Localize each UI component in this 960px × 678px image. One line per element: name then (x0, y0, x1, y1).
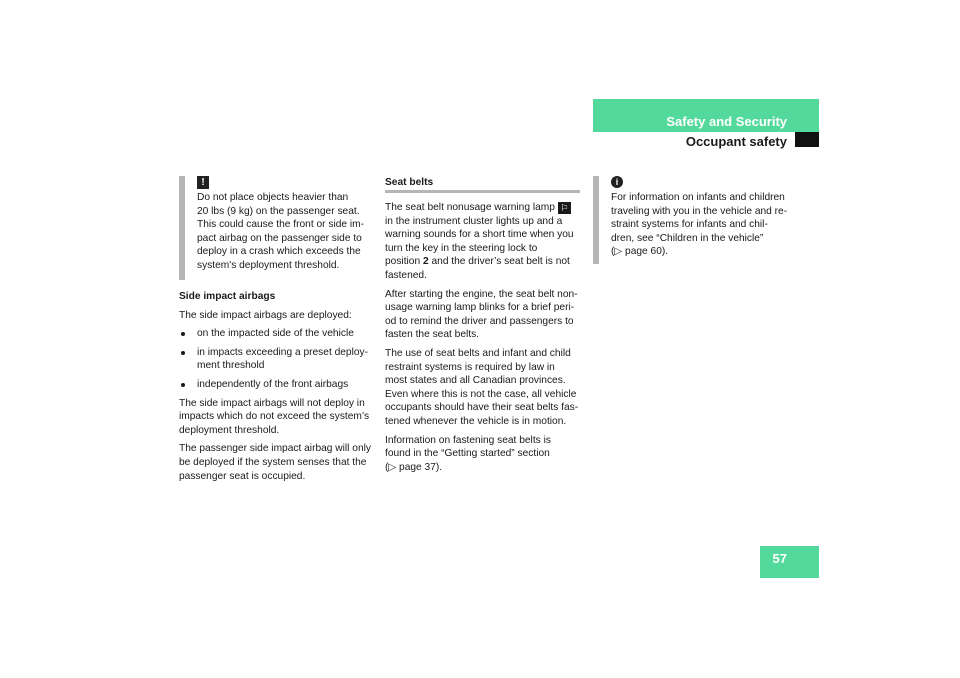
seat-belts-para-2: After starting the engine, the seat belt non- usage warning lamp blinks for a brief peri- od to remind the driver and passengers to fasten the seat belts. (385, 288, 578, 341)
side-airbags-para-2: The passenger side impact airbag will only be deployed if the system senses that the passenger seat is occupied. (179, 443, 371, 482)
section-title: Safety and Security (666, 114, 787, 129)
seat-belts-para-1: The seat belt nonusage warning lamp ⚐ in the instrument cluster lights up and a warning sounds for a short time when you turn the key in the steering lock to position 2 and the driver’s seat belt is not fastened. (385, 202, 574, 281)
list-item: independently of the front airbags (179, 378, 379, 392)
info-text: For information on infants and children traveling with you in the vehicle and re- straint systems for infants and chil- dren, see “Children in the vehicle” (▷ page 60). (611, 192, 788, 258)
list-item: in impacts exceeding a preset deploy- ment threshold (179, 346, 379, 373)
info-icon: i (611, 176, 623, 188)
page-number: 57 (772, 551, 787, 566)
side-airbags-heading: Side impact airbags (179, 291, 276, 302)
seat-belts-para-4: Information on fastening seat belts is found in the “Getting started” section (▷ page 37). (385, 434, 551, 473)
side-airbags-para-1: The side impact airbags will not deploy in impacts which do not exceed the system’s deployment threshold. (179, 397, 370, 436)
seat-belts-para-3: The use of seat belts and infant and child restraint systems is required by law in most states and all Canadian provinces. Even where this is not the case, all vehicle occupants should have their seat belts fas- tened whenever the vehicle is in motion. (385, 347, 579, 427)
middle-column (385, 176, 580, 479)
warning-icon: ! (197, 176, 209, 189)
left-column (179, 176, 379, 280)
side-airbags-intro: The side impact airbags are deployed: (179, 309, 352, 321)
warning-text: Do not place objects heavier than 20 lbs (9 kg) on the passenger seat. This could cause the front or side im- pact airbag on the passenger side to deploy in a crash which exceeds the system's deployment threshold. (197, 192, 365, 271)
subsection-title: Occupant safety (685, 134, 787, 149)
key-position: 2 (422, 256, 429, 268)
side-airbags-section (179, 290, 379, 488)
deployment-conditions-list (179, 327, 379, 391)
warning-note (179, 176, 379, 280)
header-section-bar (593, 99, 819, 132)
page-reference-60[interactable]: (▷ page 60). (611, 246, 669, 258)
seat-belts-heading: Seat belts (385, 176, 580, 193)
page-number-box (760, 546, 819, 578)
info-note (593, 176, 803, 264)
list-item: on the impacted side of the vehicle (179, 327, 379, 341)
seat-belt-warning-icon: ⚐ (558, 202, 571, 214)
page-reference-37[interactable]: (▷ page 37). (385, 461, 443, 473)
header-marker (795, 132, 819, 147)
right-column (593, 176, 803, 264)
